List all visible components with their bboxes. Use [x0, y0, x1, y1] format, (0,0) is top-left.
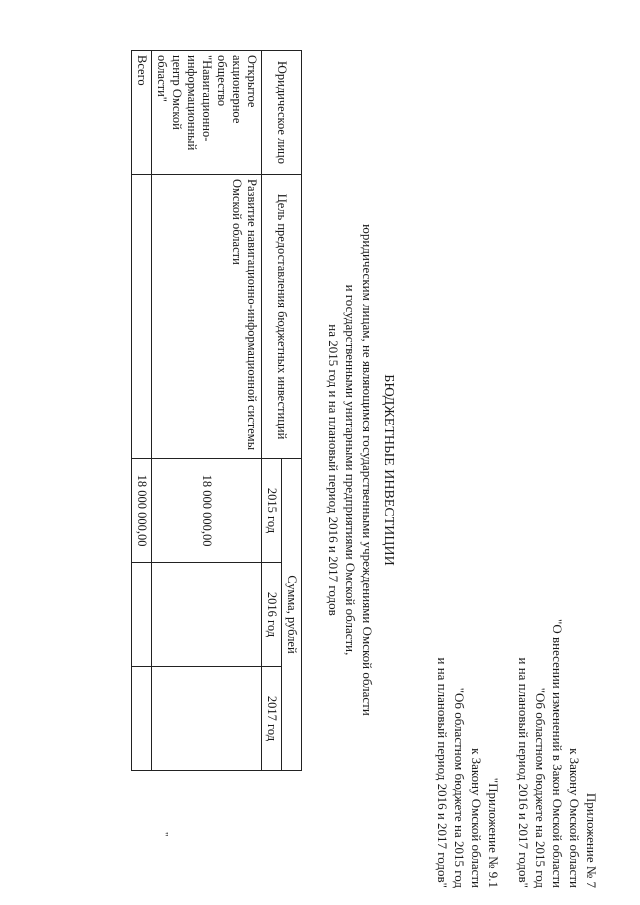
table-total-row	[132, 51, 152, 771]
appendix-original-line: и на плановый период 2016 и 2017 годов"	[435, 657, 450, 888]
document-title: БЮДЖЕТНЫЕ ИНВЕСТИЦИИ	[381, 374, 396, 566]
total-2017	[132, 667, 152, 771]
document-subtitle-line: на 2015 год и на плановый период 2016 и 2017 годов	[326, 324, 341, 616]
total-2015: 18 000 000,00	[132, 459, 152, 563]
appendix-original-block	[434, 548, 502, 888]
cell-2016	[152, 563, 262, 667]
appendix-current-line: Приложение № 7	[584, 792, 599, 888]
document-subtitle-line: и государственными унитарными предприятиями Омской области,	[343, 284, 358, 656]
table-row	[152, 51, 262, 771]
total-2016	[132, 563, 152, 667]
cell-entity: Открытое акционерное общество "Навигационно-информационный центр Омской области"	[152, 51, 262, 175]
investments-table	[131, 50, 302, 771]
cell-2015: 18 000 000,00	[152, 459, 262, 563]
table-header-row	[282, 51, 302, 771]
appendix-current-line: к Закону Омской области	[567, 748, 582, 888]
total-label: Всего	[132, 51, 152, 175]
appendix-original-line: "Об областном бюджете на 2015 год	[452, 687, 467, 888]
total-purpose-empty	[132, 175, 152, 459]
appendix-current-line: "Об областном бюджете на 2015 год	[533, 687, 548, 888]
header-sum: Сумма, рублей	[282, 459, 302, 771]
header-entity: Юридическое лицо	[262, 51, 302, 175]
appendix-current-line: и на плановый период 2016 и 2017 годов"	[516, 657, 531, 888]
appendix-current-block	[515, 548, 600, 888]
stray-quote-mark: "	[158, 832, 170, 837]
header-year-2017: 2017 год	[262, 667, 282, 771]
cell-purpose: Развитие навигационно-информационной системы Омской области	[152, 175, 262, 459]
appendix-current-line: "О внесении изменений в Закон Омской области	[550, 619, 565, 888]
document-title-block	[325, 120, 398, 820]
header-purpose: Цель предоставления бюджетных инвестиций	[262, 175, 302, 459]
appendix-original-line: "Приложение № 9.1	[486, 777, 501, 888]
document-subtitle-line: юридическим лицам, не являющимся государственными учреждениями Омской области	[360, 224, 375, 716]
appendix-original-line: к Закону Омской области	[469, 748, 484, 888]
header-year-2015: 2015 год	[262, 459, 282, 563]
header-year-2016: 2016 год	[262, 563, 282, 667]
cell-2017	[152, 667, 262, 771]
